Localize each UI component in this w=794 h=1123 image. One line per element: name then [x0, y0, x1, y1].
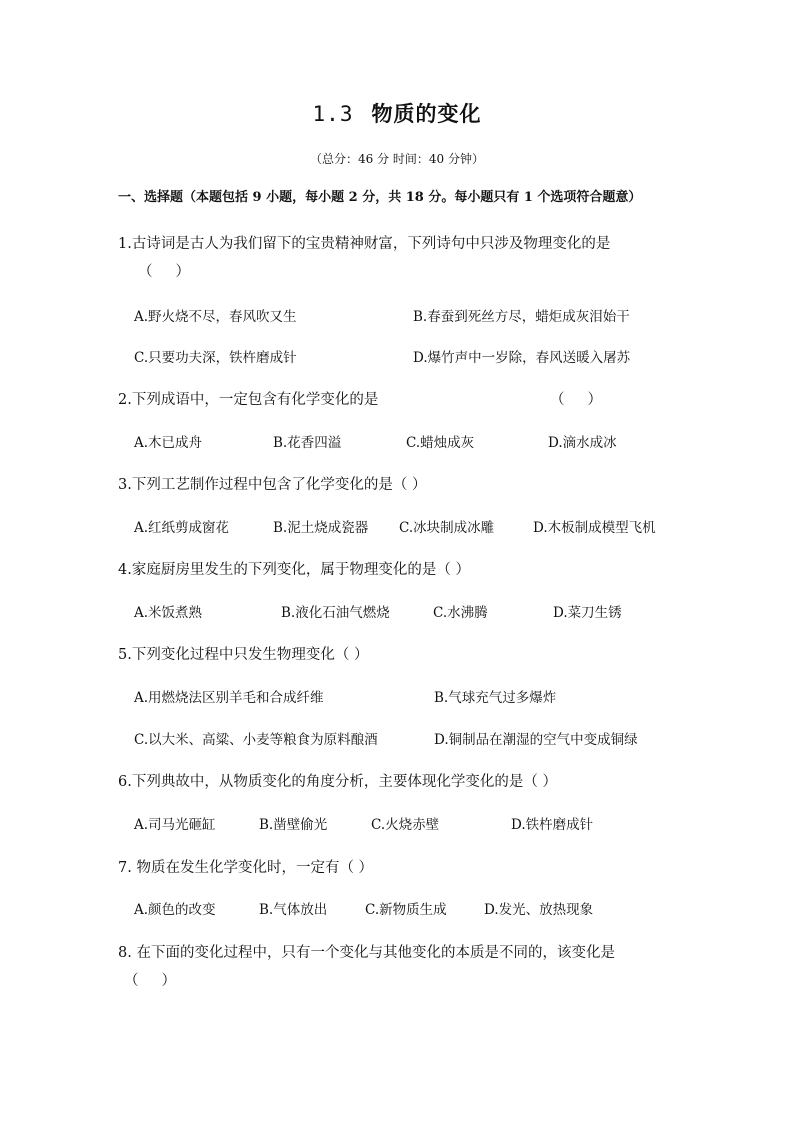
question-2-answer-blank: （ ） [550, 392, 603, 408]
question-5-option-a: A.用燃烧法区别羊毛和合成纤维 [134, 690, 324, 706]
exam-info: （总分：46 分 时间：40 分钟） [310, 152, 484, 166]
question-1-option-b: B.春蚕到死丝方尽，蜡炬成灰泪始干 [413, 309, 630, 325]
question-1-option-c: C.只要功夫深，铁杵磨成针 [134, 350, 297, 366]
question-3-option-d: D.木板制成模型飞机 [533, 520, 656, 536]
section-heading: 一、选择题（本题包括 9 小题，每小题 2 分，共 18 分。每小题只有 1 个选项符合题意） [118, 190, 642, 205]
question-3-option-b: B.泥土烧成瓷器 [273, 520, 369, 536]
question-7-option-c: C.新物质生成 [365, 902, 447, 918]
question-7-option-a: A.颜色的改变 [134, 902, 216, 918]
question-8-answer-blank: （ ） [124, 973, 177, 989]
question-4-stem: 4.家庭厨房里发生的下列变化，属于物理变化的是（ ） [118, 562, 470, 578]
question-1-option-a: A.野火烧不尽，春风吹又生 [134, 309, 297, 325]
question-2-option-d: D.滴水成冰 [548, 435, 617, 451]
question-2-option-b: B.花香四溢 [273, 435, 342, 451]
question-7-stem: 7. 物质在发生化学变化时，一定有（ ） [118, 860, 374, 876]
question-3-option-c: C.冰块制成冰雕 [399, 520, 495, 536]
question-4-option-b: B.液化石油气燃烧 [281, 605, 390, 621]
question-7-option-b: B.气体放出 [259, 902, 328, 918]
question-2-option-c: C.蜡烛成灰 [406, 435, 475, 451]
question-4-option-a: A.米饭煮熟 [134, 605, 203, 621]
question-3-stem: 3.下列工艺制作过程中包含了化学变化的是（ ） [118, 477, 427, 493]
question-6-option-c: C.火烧赤壁 [371, 817, 440, 833]
question-2-stem: 2.下列成语中，一定包含有化学变化的是 [118, 392, 379, 408]
question-6-option-d: D.铁杵磨成针 [511, 817, 594, 833]
question-4-option-c: C.水沸腾 [433, 605, 488, 621]
question-5-option-b: B.气球充气过多爆炸 [434, 690, 557, 706]
question-1-option-d: D.爆竹声中一岁除，春风送暖入屠苏 [413, 350, 631, 366]
question-1-answer-blank: （ ） [138, 264, 191, 280]
question-6-option-b: B.凿壁偷光 [259, 817, 328, 833]
question-5-option-c: C.以大米、高粱、小麦等粮食为原料酿酒 [134, 732, 378, 748]
title-text: 物质的变化 [371, 101, 482, 126]
question-6-stem: 6.下列典故中，从物质变化的角度分析，主要体现化学变化的是（ ） [118, 774, 557, 790]
question-2-option-a: A.木已成舟 [134, 435, 203, 451]
section-number: 1.3 [312, 102, 354, 126]
page-title [0, 98, 794, 128]
question-7-option-d: D.发光、放热现象 [484, 902, 594, 918]
question-8-stem: 8. 在下面的变化过程中，只有一个变化与其他变化的本质是不同的，该变化是 [118, 945, 615, 961]
question-1-stem: 1.古诗词是古人为我们留下的宝贵精神财富，下列诗句中只涉及物理变化的是 [118, 236, 611, 252]
question-5-option-d: D.铜制品在潮湿的空气中变成铜绿 [434, 732, 638, 748]
question-4-option-d: D.菜刀生锈 [553, 605, 622, 621]
question-3-option-a: A.红纸剪成窗花 [134, 520, 230, 536]
question-6-option-a: A.司马光砸缸 [134, 817, 216, 833]
question-5-stem: 5.下列变化过程中只发生物理变化（ ） [118, 647, 369, 663]
